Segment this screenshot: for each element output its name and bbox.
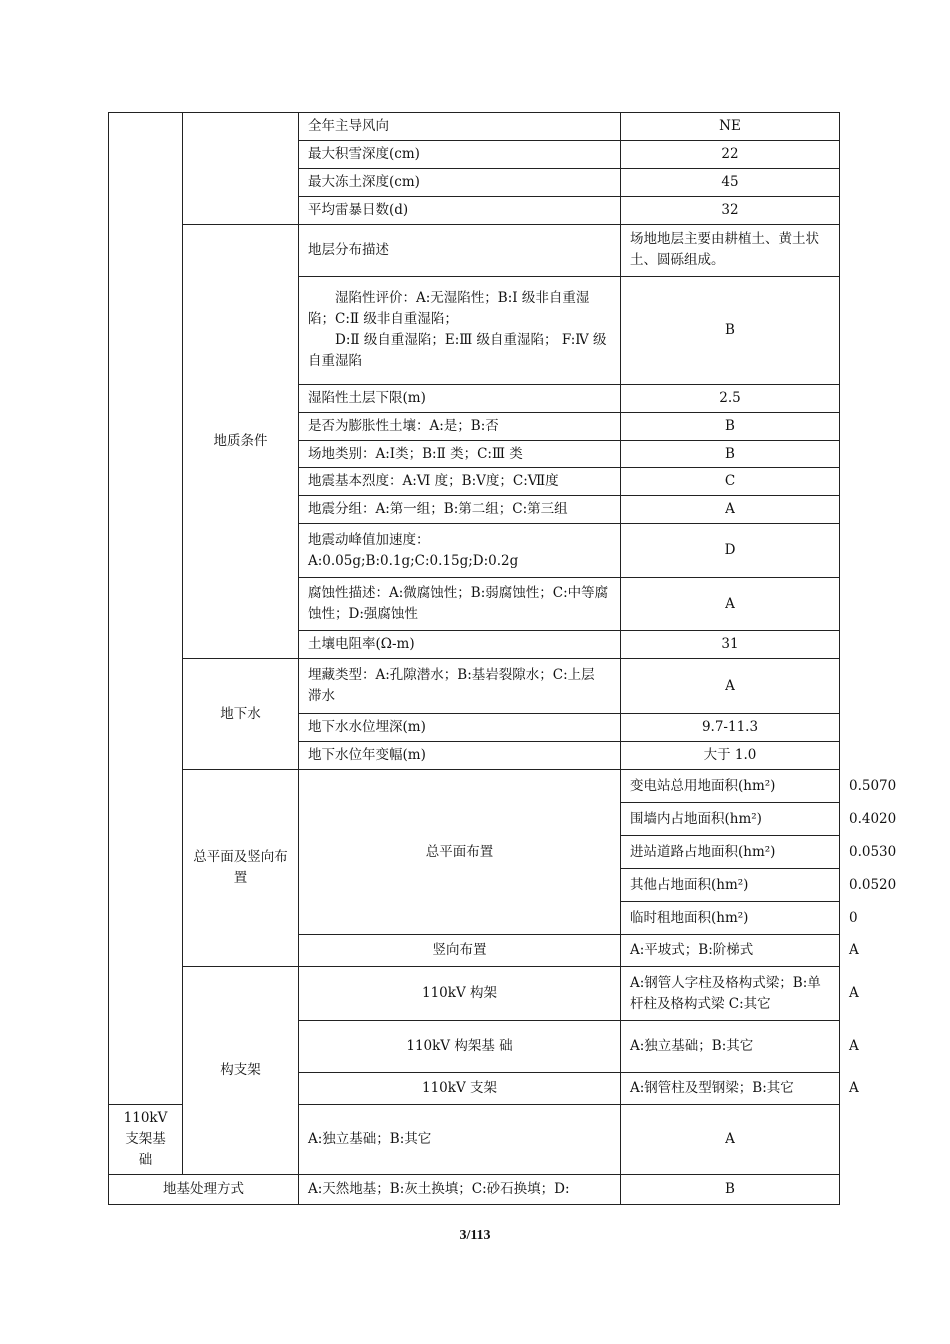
page-number: 3/113 (459, 1228, 491, 1243)
category-support-structure: 构支架 (183, 967, 299, 1175)
item-water-level-depth: 地下水水位埋深(m) (299, 714, 621, 742)
item-snow-depth: 最大积雪深度(cm) (299, 140, 621, 168)
value-110kv-bracket-foundation: A (621, 1105, 840, 1175)
item-expansive-soil: 是否为膨胀性土壤：A:是；B:否 (299, 412, 621, 440)
value-wind-direction: NE (621, 113, 840, 141)
item-vertical-layout: A:平坡式；B:阶梯式 (621, 935, 840, 967)
subcategory-110kv-bracket: 110kV 支架 (299, 1073, 621, 1105)
item-collapsible-layer-limit: 湿陷性土层下限(m) (299, 384, 621, 412)
item-110kv-frame: A:钢管人字柱及格构式梁；B:单杆柱及格构式梁 C:其它 (621, 967, 840, 1021)
item-peak-acceleration-p2: A:0.05g;B:0.1g;C:0.15g;D:0.2g (308, 552, 519, 569)
value-corrosivity: A (621, 578, 840, 631)
value-expansive-soil: B (621, 412, 840, 440)
item-burial-type: 埋藏类型：A:孔隙潜水；B:基岩裂隙水；C:上层 滞水 (299, 659, 621, 714)
item-soil-resistivity: 土壤电阻率(Ω-m) (299, 631, 621, 659)
parameter-table: 全年主导风向 NE 最大积雪深度(cm) 22 最大冻土深度(cm) 45 平均雷暴日数(d) 32 地质条件 地层分布描述 场地地层主要由耕植土、黄土状土、圆砾组成。 湿陷性评价：A:无湿陷性；B:I 级非自重湿 陷；C:Ⅱ 级非自重湿陷； D:Ⅱ 级自重湿陷；E:Ⅲ 级自重湿陷； F:Ⅳ 级自重湿陷 B 湿陷性土层下限(m) 2.5 是否为膨胀性土壤：A:是；B:否 B 场地类别：A:Ⅰ类；B:Ⅱ 类；C:Ⅲ 类 B 地震基本烈度：A:Ⅵ 度；B:Ⅴ度；C:Ⅶ度 C 地震分组：A:第一组；B:第二组；C:第三组 A 地震动峰值加速度： A:0.05g;B:0.1g;C:0.15g;D:0.2g D 腐蚀性描述：A:微腐蚀性；B:弱腐蚀性；C:中等腐蚀性；D:强腐蚀性 A 土壤电阻率(Ω-m) 31 地下水 埋藏类型：A:孔隙潜水；B:基岩裂隙水；C:上层 滞水 A 地下水水位埋深(m) 9.7-11.3 地下水位年变幅(m) 大于 1.0 总平面及竖向布 置 总平面布置 变电站总用地面积(hm²) 0.5070 围墙内占地面积(hm²) 0.4020 进站道路占地面积(hm²) 0.0530 其他占地面积(hm²) 0.0520 临时租地面积(hm²) 0 竖向布置 A:平坡式；B:阶梯式 A 构支架 110kV 构架 A:钢管人字柱及格构式梁；B:单杆柱及格构式梁 C:其它 A 110kV 构架基 础 A:独立基础；B:其它 A 110kV 支架 A:钢管柱及型钢梁；B:其它 A 110kV 支架基 础 A:独立基础；B:其它 A 地基处理方式 A:天然地基；B:灰土换填；C:砂石换填；D: B (108, 112, 840, 1205)
value-site-class: B (621, 440, 840, 468)
item-110kv-bracket-foundation: A:独立基础；B:其它 (299, 1105, 621, 1175)
item-collapsibility (299, 276, 621, 384)
subcategory-geology: 地质条件 (183, 224, 299, 659)
value-water-level-variation: 大于 1.0 (621, 742, 840, 770)
item-inner-wall-area: 围墙内占地面积(hm²) (621, 803, 840, 836)
item-other-area: 其他占地面积(hm²) (621, 869, 840, 902)
item-stratum-description: 地层分布描述 (299, 224, 621, 276)
item-thunderstorm-days: 平均雷暴日数(d) (299, 196, 621, 224)
item-total-land-area: 变电站总用地面积(hm²) (621, 770, 840, 803)
item-frost-depth: 最大冻土深度(cm) (299, 168, 621, 196)
subcategory-plan-layout: 总平面布置 (299, 770, 621, 935)
item-site-class: 场地类别：A:Ⅰ类；B:Ⅱ 类；C:Ⅲ 类 (299, 440, 621, 468)
item-seismic-intensity: 地震基本烈度：A:Ⅵ 度；B:Ⅴ度；C:Ⅶ度 (299, 468, 621, 496)
value-stratum-description: 场地地层主要由耕植土、黄土状土、圆砾组成。 (621, 224, 840, 276)
subcategory-cell-blank (183, 113, 299, 225)
value-burial-type: A (621, 659, 840, 714)
item-peak-acceleration-p1: 地震动峰值加速度： (308, 531, 430, 548)
value-foundation-treatment: B (621, 1174, 840, 1204)
item-110kv-bracket: A:钢管柱及型钢梁；B:其它 (621, 1073, 840, 1105)
item-wind-direction: 全年主导风向 (299, 113, 621, 141)
item-corrosivity: 腐蚀性描述：A:微腐蚀性；B:弱腐蚀性；C:中等腐蚀性；D:强腐蚀性 (299, 578, 621, 631)
item-temporary-lease-area: 临时租地面积(hm²) (621, 902, 840, 935)
item-110kv-frame-foundation: A:独立基础；B:其它 (621, 1021, 840, 1073)
value-peak-acceleration: D (621, 524, 840, 578)
value-seismic-intensity: C (621, 468, 840, 496)
value-collapsibility: B (621, 276, 840, 384)
value-water-level-depth: 9.7-11.3 (621, 714, 840, 742)
subcategory-110kv-frame: 110kV 构架 (299, 967, 621, 1021)
subcategory-groundwater: 地下水 (183, 659, 299, 770)
item-water-level-variation: 地下水位年变幅(m) (299, 742, 621, 770)
item-collapsibility-p1: 湿陷性评价：A:无湿陷性；B:I 级非自重湿 陷；C:Ⅱ 级非自重湿陷； (308, 290, 590, 328)
item-access-road-area: 进站道路占地面积(hm²) (621, 836, 840, 869)
subcategory-110kv-bracket-foundation: 110kV 支架基 础 (109, 1105, 183, 1175)
item-collapsibility-p2: D:Ⅱ 级自重湿陷；E:Ⅲ 级自重湿陷； F:Ⅳ 级自重湿陷 (308, 332, 607, 370)
subcategory-110kv-frame-foundation: 110kV 构架基 础 (299, 1021, 621, 1073)
category-foundation-treatment: 地基处理方式 (109, 1174, 299, 1204)
item-peak-acceleration (299, 524, 621, 578)
item-foundation-treatment: A:天然地基；B:灰土换填；C:砂石换填；D: (299, 1174, 621, 1204)
value-collapsible-layer-limit: 2.5 (621, 384, 840, 412)
value-snow-depth: 22 (621, 140, 840, 168)
value-soil-resistivity: 31 (621, 631, 840, 659)
value-thunderstorm-days: 32 (621, 196, 840, 224)
category-cell-blank (109, 113, 183, 1105)
subcategory-vertical-layout: 竖向布置 (299, 935, 621, 967)
value-frost-depth: 45 (621, 168, 840, 196)
value-seismic-group: A (621, 496, 840, 524)
category-layout: 总平面及竖向布 置 (183, 770, 299, 967)
item-seismic-group: 地震分组：A:第一组；B:第二组；C:第三组 (299, 496, 621, 524)
